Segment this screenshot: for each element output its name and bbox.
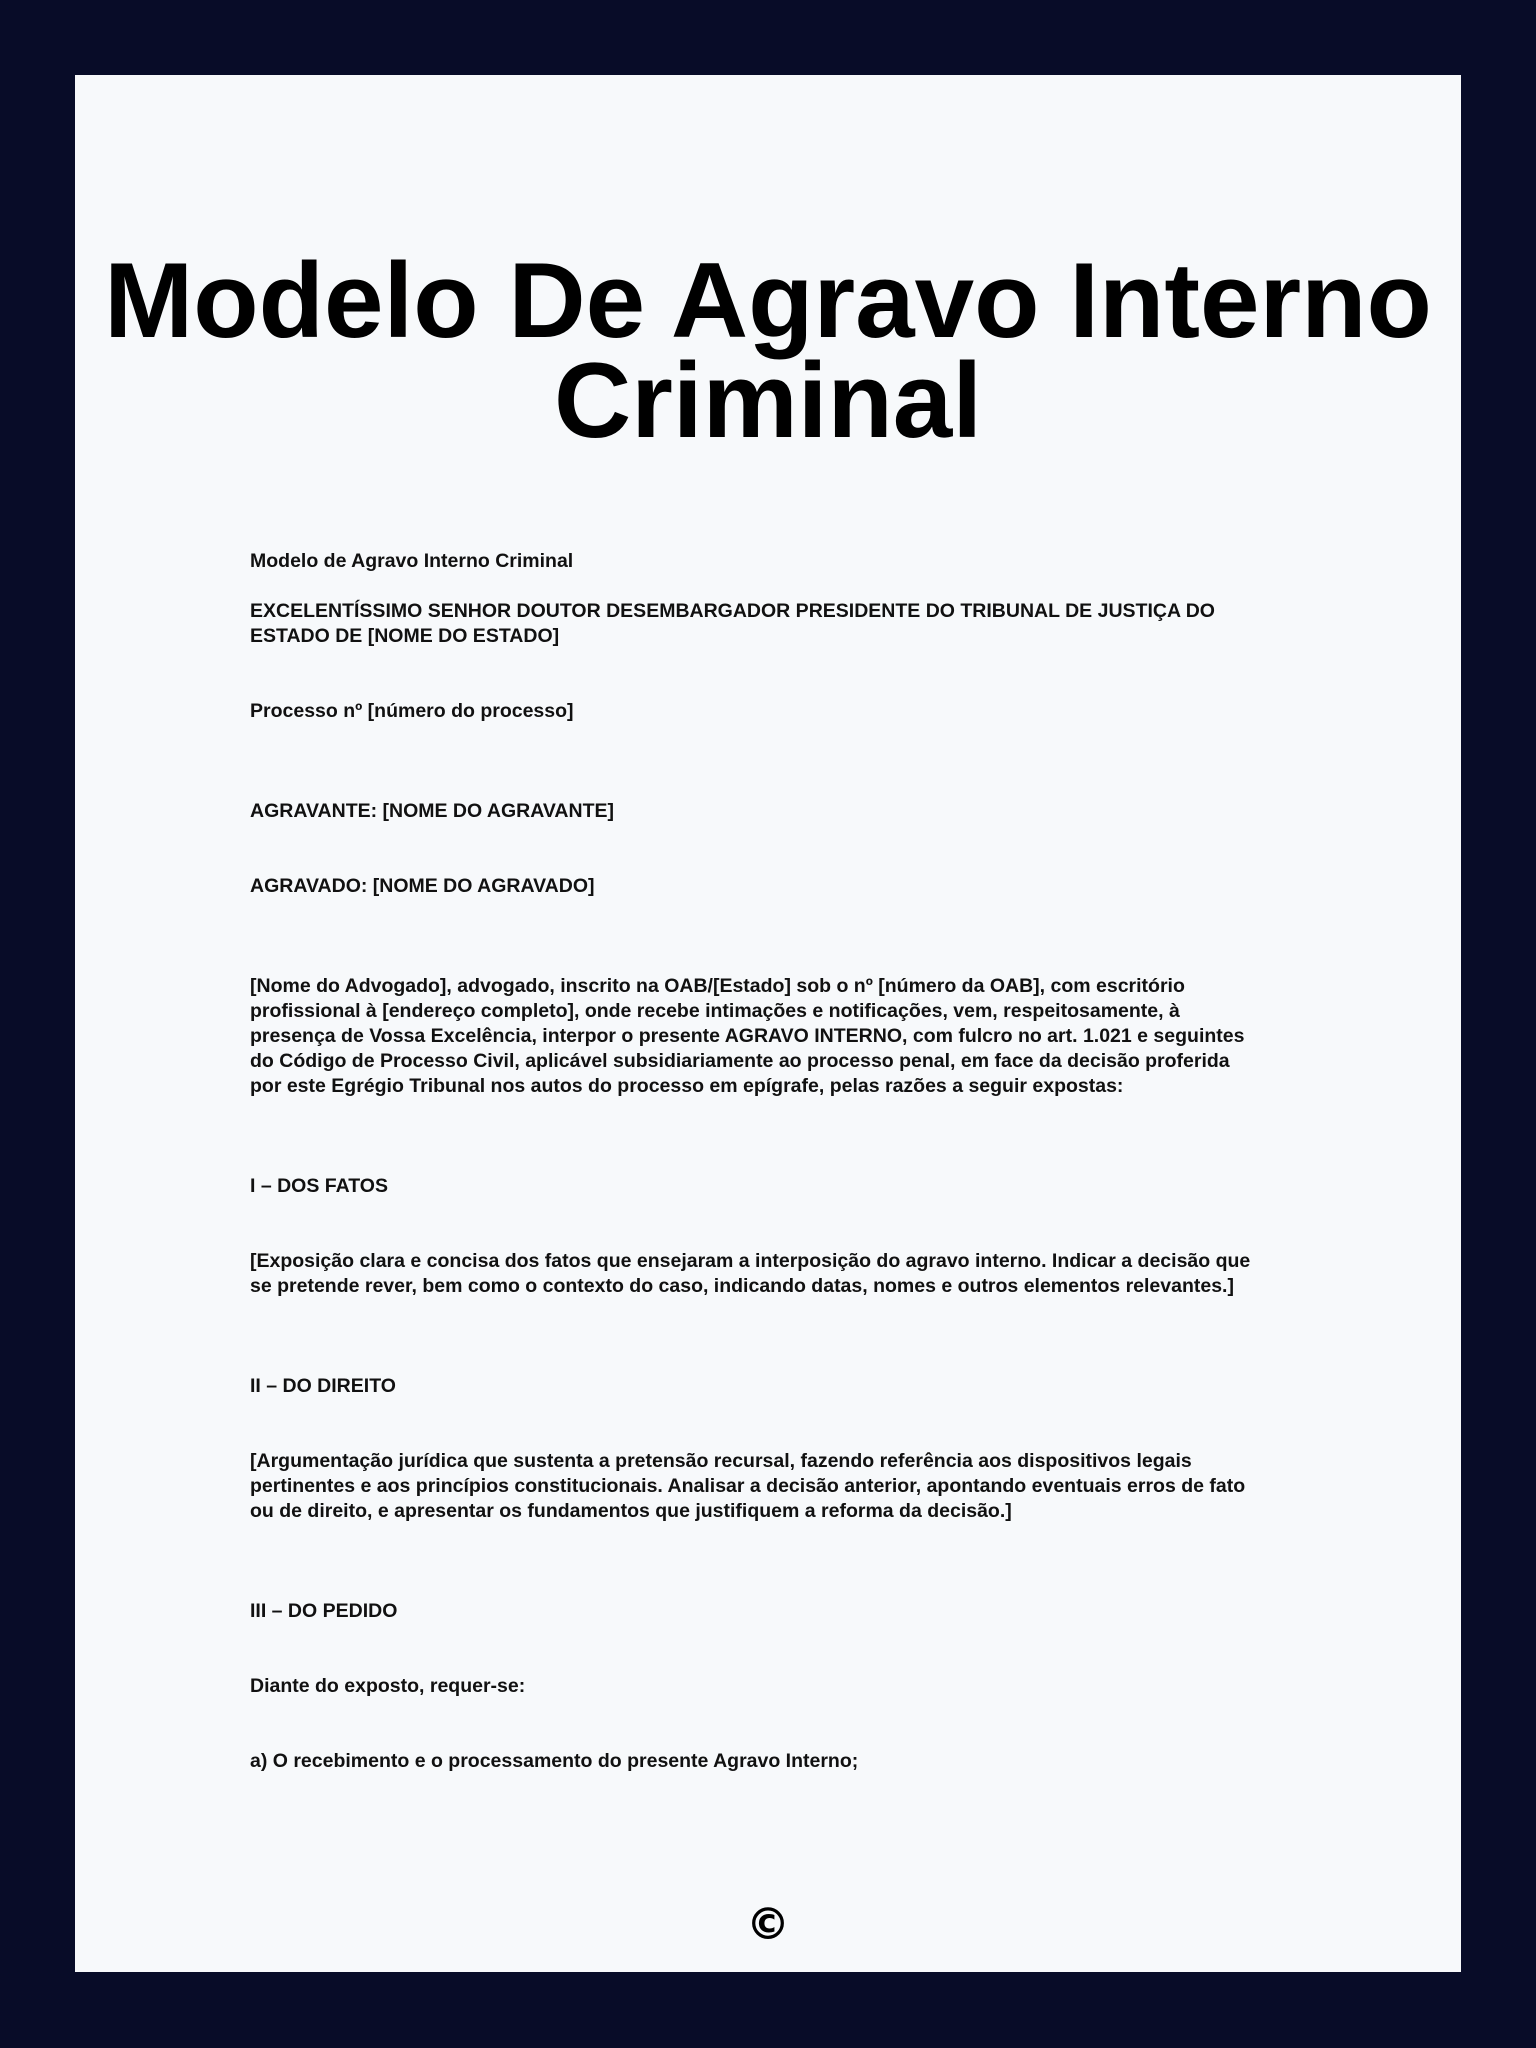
section-1-heading: I – DOS FATOS: [250, 1175, 388, 1197]
section-2-line-2: pertinentes e aos princípios constitucionais. Analisar a decisão anterior, apontando eventuais erros de fato: [250, 1475, 1246, 1497]
document-title-line-1: Modelo De Agravo Interno: [104, 240, 1432, 360]
section-1-line-1: [Exposição clara e concisa dos fatos que ensejaram a interposição do agravo interno. Indicar a decisão que: [250, 1250, 1251, 1272]
document-page: [75, 75, 1461, 1972]
section-3-heading: III – DO PEDIDO: [250, 1600, 398, 1622]
intro-line-1: [Nome do Advogado], advogado, inscrito na OAB/[Estado] sob o nº [número da OAB], com escritório: [250, 975, 1185, 997]
section-3-intro: Diante do exposto, requer-se:: [250, 1675, 526, 1697]
section-2-line-3: ou de direito, e apresentar os fundamentos que justifiquem a reforma da decisão.]: [250, 1500, 1012, 1522]
intro-line-2: profissional à [endereço completo], onde recebe intimações e notificações, vem, respeitosamente, à: [250, 1000, 1180, 1022]
request-item-a: a) O recebimento e o processamento do presente Agravo Interno;: [250, 1750, 859, 1772]
section-2-heading: II – DO DIREITO: [250, 1375, 396, 1397]
intro-line-3: presença de Vossa Excelência, interpor o presente AGRAVO INTERNO, com fulcro no art. 1.021 e seguintes: [250, 1025, 1245, 1047]
intro-line-5: por este Egrégio Tribunal nos autos do processo em epígrafe, pelas razões a seguir expostas:: [250, 1075, 1124, 1097]
copyright-icon: ©: [746, 1899, 790, 1950]
section-2-line-1: [Argumentação jurídica que sustenta a pretensão recursal, fazendo referência aos dispositivos legais: [250, 1450, 1192, 1472]
document-subtitle: Modelo de Agravo Interno Criminal: [250, 550, 574, 572]
document-title: [75, 240, 1461, 460]
section-1-line-2: se pretende rever, bem como o contexto do caso, indicando datas, nomes e outros elementos relevantes.]: [250, 1275, 1234, 1297]
addressee-line-1: EXCELENTÍSSIMO SENHOR DOUTOR DESEMBARGADOR PRESIDENTE DO TRIBUNAL DE JUSTIÇA DO: [250, 600, 1215, 622]
intro-line-4: do Código de Processo Civil, aplicável subsidiariamente ao processo penal, em face da decisão proferida: [250, 1050, 1230, 1072]
process-number: Processo nº [número do processo]: [250, 700, 574, 722]
addressee-line-2: ESTADO DE [NOME DO ESTADO]: [250, 625, 560, 647]
document-title-line-2: Criminal: [553, 340, 983, 460]
appellee-line: AGRAVADO: [NOME DO AGRAVADO]: [250, 875, 595, 897]
appellant-line: AGRAVANTE: [NOME DO AGRAVANTE]: [250, 800, 614, 822]
